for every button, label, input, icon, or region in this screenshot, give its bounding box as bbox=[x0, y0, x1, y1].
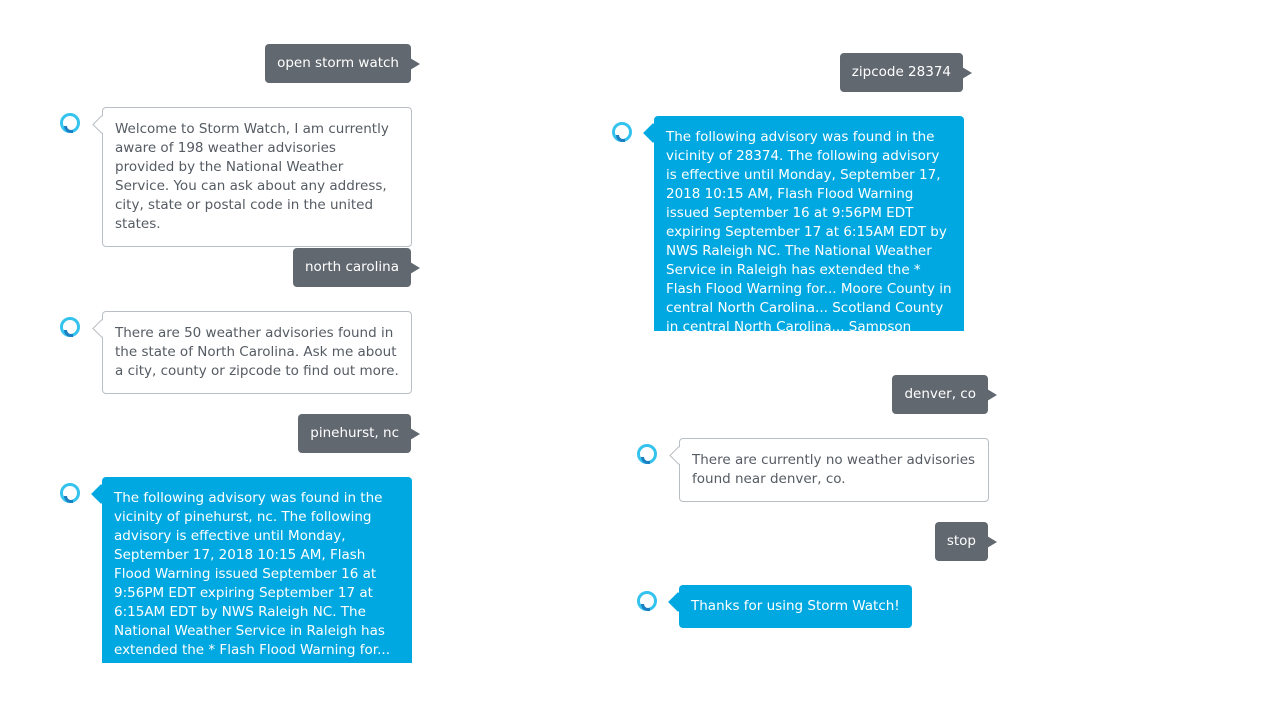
alexa-ring-icon bbox=[637, 444, 657, 464]
user-message: stop bbox=[935, 522, 988, 561]
alexa-message: Welcome to Storm Watch, I am currently aware of 198 weather advisories provided by the National Weather Service. You can ask about any address, city, state or postal code in the united states. bbox=[102, 107, 412, 247]
alexa-ring-icon bbox=[637, 591, 657, 611]
user-message: north carolina bbox=[293, 248, 411, 287]
alexa-message-advisory: The following advisory was found in the vicinity of pinehurst, nc. The following advisory is effective until Monday, September 17, 2018 10:15 AM, Flash Flood Warning issued September 16 at 9:56PM EDT expiring September 17 at 6:15AM EDT by NWS Raleigh NC. The National Weather Service in Raleigh has extended the * Flash Flood Warning for... Moore County in central bbox=[102, 477, 412, 663]
alexa-message: There are currently no weather advisories found near denver, co. bbox=[679, 438, 989, 502]
alexa-ring-icon bbox=[60, 317, 80, 337]
user-message: zipcode 28374 bbox=[840, 53, 963, 92]
user-message: denver, co bbox=[892, 375, 988, 414]
alexa-message: There are 50 weather advisories found in the state of North Carolina. Ask me about a city, county or zipcode to find out more. bbox=[102, 311, 412, 394]
alexa-ring-icon bbox=[60, 483, 80, 503]
user-message: open storm watch bbox=[265, 44, 411, 83]
alexa-ring-icon bbox=[612, 122, 632, 142]
user-message: pinehurst, nc bbox=[298, 414, 411, 453]
alexa-ring-icon bbox=[60, 113, 80, 133]
alexa-message-advisory: The following advisory was found in the vicinity of 28374. The following advisory is effective until Monday, September 17, 2018 10:15 AM, Flash Flood Warning issued September 16 at 9:56PM EDT expiring September 17 at 6:15AM EDT by NWS Raleigh NC. The National Weather Service in Raleigh has extended the * Flash Flood Warning for... Moore County in central North Carolina... Scotland County in central North Carolina... Sampson County in central North bbox=[654, 116, 964, 331]
alexa-message: Thanks for using Storm Watch! bbox=[679, 585, 912, 628]
